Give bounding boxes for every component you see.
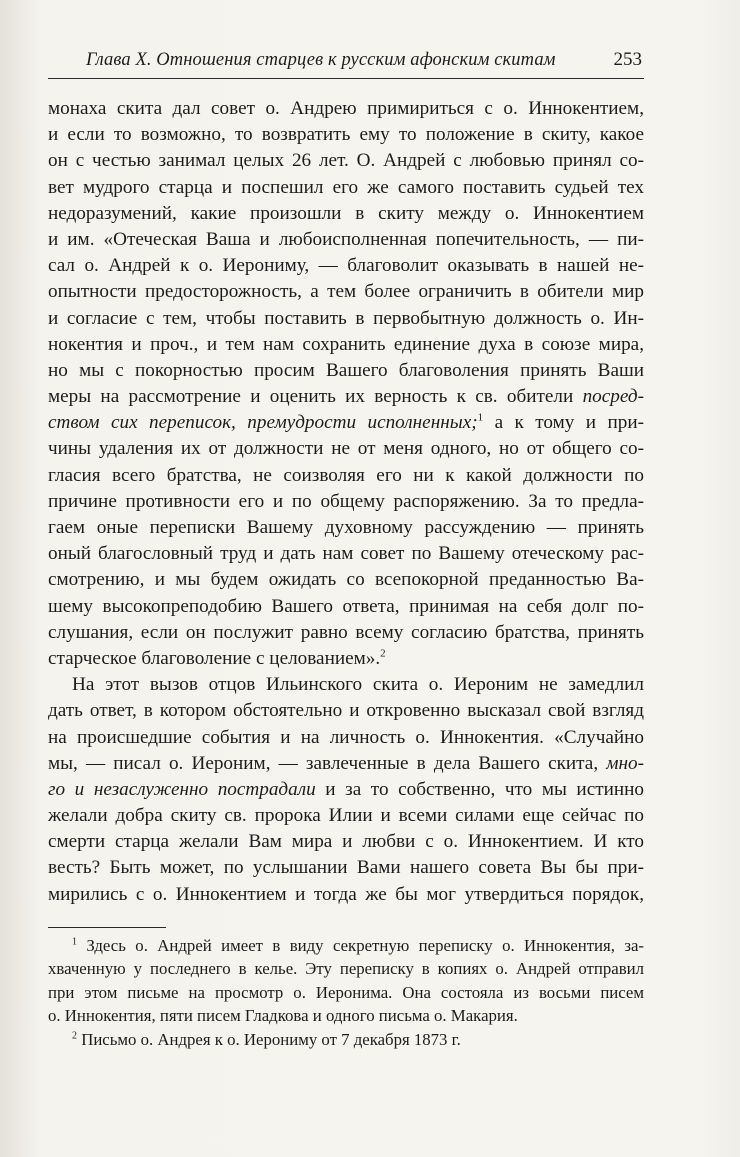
- footnote-divider: [48, 927, 166, 928]
- text-line: слушания, если он послужит равно всему согласию братства, принять: [48, 621, 644, 643]
- text-line: [48, 777, 644, 803]
- footnote-text: Письмо о. Андрея к о. Иерониму от 7 декабря 1873 г.: [77, 1029, 461, 1049]
- footnote-line: при этом письме на просмотр о. Иеронима. Она состояла из восьми писем: [48, 982, 644, 1002]
- running-title: Глава X. Отношения старцев к русским афонским скитам: [86, 50, 556, 70]
- footnote-line: [48, 934, 644, 957]
- text-line: На этот вызов отцов Ильинского скита о. Иероним не замедлил: [72, 674, 644, 696]
- text-line: нокентия и проч., и тем нам сохранить единение духа в союзе мира,: [48, 333, 644, 355]
- text-line: гаем оные переписки Вашему духовному рассуждению — принять: [48, 517, 644, 538]
- text-segment: и за то собственно, что мы истинно: [315, 778, 644, 800]
- footnote-mark: 1: [72, 936, 77, 948]
- text-segment: а к тому и при-: [483, 412, 644, 434]
- footnote-line: о. Иннокентия, пяти писем Гладкова и одного письма о. Макария.: [48, 1006, 518, 1026]
- text-segment: меры на рассмотрение и оценить их верность к св. обители: [48, 386, 574, 408]
- text-line: и им. «Отеческая Ваша и любоисполненная попечительность, — пи-: [48, 228, 644, 250]
- page-number: 253: [613, 49, 642, 70]
- text-line: и если то возможно, то возвратить ему то положение в скиту, какое: [48, 124, 644, 146]
- running-header: [48, 46, 644, 79]
- text-line: [48, 384, 644, 410]
- text-line: оный благословный труд и дать нам совет по Вашему отеческому рас-: [48, 543, 644, 565]
- italic-segment: мно-: [606, 752, 644, 774]
- text-line: смерти старца желали Вам мира и любви с о. Иннокентием. И кто: [48, 831, 644, 853]
- footnote-ref[interactable]: 1: [477, 411, 484, 424]
- text-line: чины удаления их от должности не от меня одного, но от общего со-: [48, 438, 644, 460]
- text-line: [48, 646, 644, 672]
- text-line: опытности предосторожность, а тем более ограничить в обители мир: [48, 281, 644, 303]
- text-line: он с честью занимал целых 26 лет. О. Андрей с любовью принял со-: [48, 150, 644, 172]
- text-line: вет мудрого старца и поспешил его же самого поставить судьей тех: [48, 176, 644, 198]
- italic-segment: го и незаслуженно пострадали: [48, 778, 316, 800]
- footnote-ref[interactable]: 2: [380, 647, 386, 660]
- text-line: на происшедшие события и на личность о. Иннокентия. «Случайно: [48, 726, 644, 748]
- text-line: шему высокопреподобию Вашего ответа, принимая на себя долг по-: [48, 595, 644, 617]
- text-line: и согласие с тем, чтобы поставить в первобытную должность о. Ин-: [48, 307, 644, 329]
- text-line: дать ответ, в котором обстоятельно и откровенно высказал свой взгляд: [48, 700, 644, 722]
- text-line: желали добра скиту св. пророка Илии и всеми силами еще сейчас по: [48, 805, 644, 827]
- text-line: монаха скита дал совет о. Андрею примириться с о. Иннокентием,: [48, 98, 644, 119]
- footnote-text: Здесь о. Андрей имеет в виду секретную переписку о. Иннокентия, за-: [77, 936, 644, 955]
- text-line: весть? Быть может, по услышании Вами нашего совета Вы бы при-: [48, 857, 644, 879]
- text-segment: мы, — писал о. Иероним, — завлеченные в дела Вашего скита,: [48, 752, 607, 774]
- text-line: [48, 410, 644, 436]
- text-line: смотрению, и мы будем ожидать со всепокорной преданностью Ва-: [48, 569, 644, 591]
- text-line: [48, 751, 644, 777]
- italic-segment: посред-: [582, 386, 644, 408]
- text-line: сал о. Андрей к о. Иерониму, — благоволит оказывать в нашей не-: [48, 255, 644, 277]
- text-line: гласия всего братства, не соизволяя его ни к какой должности по: [48, 464, 644, 486]
- footnotes: [48, 934, 644, 1051]
- text-line: причине противности его и по общему распоряжению. За то предла-: [48, 490, 644, 512]
- italic-segment: ством сих переписок, премудрости исполненных;: [48, 412, 478, 434]
- main-text: [48, 96, 644, 908]
- text-line: недоразумений, какие произошли в скиту между о. Иннокентием: [48, 202, 644, 224]
- text-line: мирились с о. Иннокентием и тогда же бы мог утвердиться порядок,: [48, 883, 644, 905]
- text-line: но мы с покорностью просим Вашего благоволения принять Ваши: [48, 359, 644, 381]
- footnote-line: [48, 1028, 644, 1051]
- footnote-line: хваченную у последнего в келье. Эту переписку в копиях о. Андрей отправил: [48, 959, 644, 979]
- footnote-mark: 2: [72, 1029, 77, 1041]
- text-segment: старческое благоволение с целованием».: [48, 647, 381, 669]
